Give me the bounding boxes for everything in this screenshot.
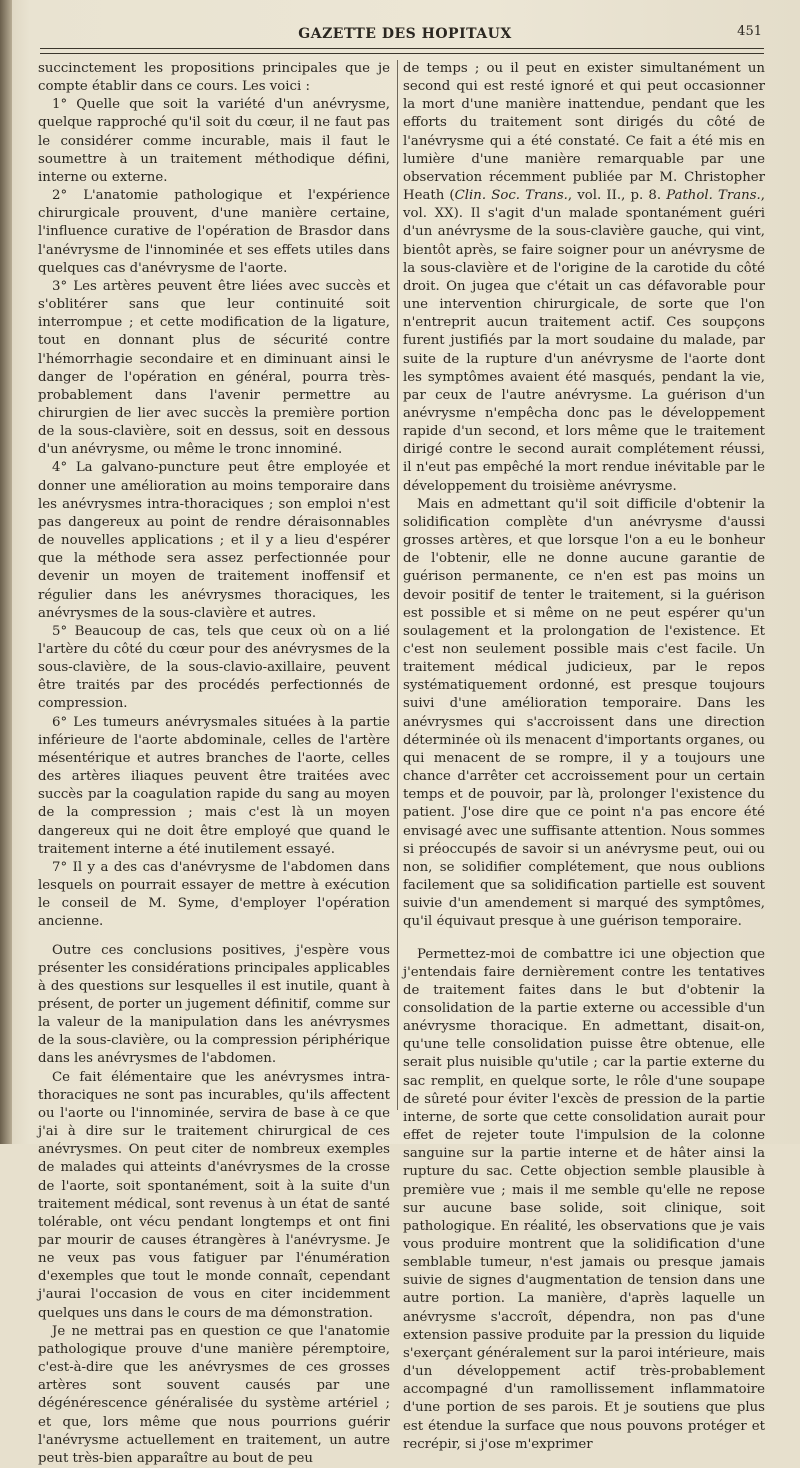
citation-italic: Pathol. Trans. <box>666 188 761 204</box>
running-title: GAZETTE DES HOPITAUX <box>298 26 512 42</box>
paragraph: 4° La galvano-puncture peut être employée et donner une amélioration au moins temporaire dans les anévrysmes intra-thoraciques ; son emploi n'est pas dangereux au point de rendre déraisonnables de nouvelles applications ; et il y a lieu d'espérer que la méthode sera assez perfectionnée pour devenir un moyen de traitement inoffensif et régulier dans les anévrysmes thoraciques, les anévrysmes de la sous-clavière et autres. <box>38 460 390 621</box>
text-run: , vol. XX). Il s'agit d'un malade spontanément guéri d'un anévrysme de la sous-clavière gauche, qui vint, bientôt après, se faire soigner pour un anévrysme de la sous-clavière et de l'origine de la carotide du côté droit. On jugea que c'était un cas défavorable pour une intervention chirurgicale, de sorte que l'on n'entreprit aucun traitement actif. Ces soupçons furent justifiés par la mort soudaine du malade, par suite de la rupture d'un anévrysme de l'aorte dont les symptômes avaient été masqués, pendant la vie, par ceux de l'autre anévrysme. La guérison d'un anévrysme n'empêcha donc pas le développement rapide d'un second, et lors même que le traitement dirigé contre le second aurait complétement réussi, il n'eut pas empêché la mort rendue inévitable par le développement du troisième anévrysme. <box>403 188 765 494</box>
paragraph <box>403 60 765 496</box>
paragraph: Je ne mettrai pas en question ce que l'anatomie pathologique prouve d'une manière péremptoire, c'est-à-dire que les anévrysmes de ces grosses artères sont souvent causés par une dégénérescence généralisée du système artériel ; et que, lors même que nous pourrions guérir l'anévrysme actuellement en traitement, un autre peut très-bien apparaître au bout de peu <box>38 1323 390 1466</box>
page-header <box>40 22 770 46</box>
paragraph: Ce fait élémentaire que les anévrysmes intra-thoraciques ne sont pas incurables, qu'ils affectent ou l'aorte ou l'innominée, servira de base à ce que j'ai à dire sur le traitement chirurgical de ces anévrysmes. On peut citer de nombreux exemples de malades qui atteints d'anévrysmes de la crosse de l'aorte, soit spontanément, soit à la suite d'un traitement médical, sont revenus à un état de santé tolérable, ont vécu pendant longtemps et ont fini par mourir de causes étrangères à l'anévrysme. Je ne veux pas vous fatiguer par l'énumération d'exemples que tout le monde connaît, cependant j'aurai l'occasion de vous en citer incidemment quelques uns dans le cours de ma démonstration. <box>38 1069 390 1321</box>
right-column <box>403 60 765 1452</box>
paragraph: 3° Les artères peuvent être liées avec succès et s'oblitérer sans que leur continuité soit interrompue ; et cette modification de la ligature, tout en donnant plus de sécurité contre l'hémorrhagie secondaire et en diminuant ainsi le danger de l'opération en général, pourra très-probablement dans l'avenir permettre au chirurgien de lier avec succès la première portion de la sous-clavière, soit en dessus, soit en dessous d'un anévrysme, ou même le tronc innominé. <box>38 278 390 458</box>
page-binding-edge <box>0 0 12 1144</box>
page-number: 451 <box>737 24 762 39</box>
paragraph: 6° Les tumeurs anévrysmales situées à la partie inférieure de l'aorte abdominale, celles de l'artère mésentérique et autres branches de l'aorte, celles des artères iliaques peuvent être traitées avec succès par la coagulation rapide du sang au moyen de la compression ; mais c'est là un moyen dangereux qui ne doit être employé que quand le traitement interne a été inutilement essayé. <box>38 714 390 857</box>
text-run: , vol. II., p. 8. <box>567 188 667 204</box>
paragraph: succinctement les propositions principales que je compte établir dans ce cours. Les voici : <box>38 61 390 95</box>
paragraph: 7° Il y a des cas d'anévrysme de l'abdomen dans lesquels on pourrait essayer de mettre à exécution le conseil de M. Syme, d'employer l'opération ancienne. <box>38 859 390 930</box>
paragraph: Permettez-moi de combattre ici une objection que j'entendais faire dernièrement contre les tentatives de traitement faites dans le but d'obtenir la consolidation de la partie externe ou accessible d'un anévrysme thoracique. En admettant, disait-on, qu'une telle consolidation puisse être obtenue, elle serait plus nuisible qu'utile ; car la partie externe du sac remplit, en quelque sorte, le rôle d'une soupape de sûreté pour éviter l'excès de pression de la partie interne, de sorte que cette consolidation aurait pour effet de rejeter toute l'impulsion de la colonne sanguine sur la partie interne et de hâter ainsi la rupture du sac. Cette objection semble plausible à première vue ; mais il me semble qu'elle ne repose sur aucune base solide, soit clinique, soit pathologique. En réalité, les observations que je vais vous produire montrent que la solidification d'une semblable tumeur, n'est jamais ou presque jamais suivie de signes d'augmentation de tension dans une autre portion. La manière, d'après laquelle un anévrysme s'accroît, dépendra, non pas d'une extension passive produite par la pression du liquide s'exerçant généralement sur la paroi intérieure, mais d'un développement actif très-probablement accompagné d'un ramollissement inflammatoire d'une portion de ses parois. Et je soutiens que plus est étendue la surface que nous pouvons protéger et recrépir, si j'ose m'exprimer <box>403 946 765 1452</box>
left-column <box>38 60 390 1466</box>
paragraph: 2° L'anatomie pathologique et l'expérience chirurgicale prouvent, d'une manière certaine, l'influence curative de l'opération de Brasdor dans l'anévrysme de l'innominée et ses effets utiles dans quelques cas d'anévrysme de l'aorte. <box>38 188 390 276</box>
column-divider <box>397 60 398 1110</box>
paragraph: 5° Beaucoup de cas, tels que ceux où on a lié l'artère du côté du cœur pour des anévrysmes de la sous-clavière, de la sous-clavio-axillaire, peuvent être traités par des procédés perfectionnés de compression. <box>38 623 390 712</box>
paragraph: Mais en admettant qu'il soit difficile d'obtenir la solidification complète d'un anévrysme d'aussi grosses artères, et que lorsque l'on a eu le bonheur de l'obtenir, elle ne donne aucune garantie de guérison permanente, ce n'en est pas moins un devoir positif de tenter le traitement, si la guérison est possible et si même on ne peut espérer qu'un soulagement et la prolongation de l'existence. Et c'est non seulement possible mais c'est facile. Un traitement médical judicieux, par le repos systématiquement ordonné, est presque toujours suivi d'une amélioration temporaire. Dans les anévrysmes qui s'accroissent dans une direction déterminée où ils menacent d'importants organes, ou qui menacent de se rompre, il y a toujours une chance d'arrêter cet accroissement pour un certain temps et de pouvoir, par là, prolonger l'existence du patient. J'ose dire que ce point n'a pas encore été envisagé avec une suffisante attention. Nous sommes si préoccupés de savoir si un anévrysme peut, oui ou non, se solidifier complétement, que nous oublions facilement que sa solidification partielle est souvent suivie d'un amendement si marqué des symptômes, qu'il équivaut presque à une guérison temporaire. <box>403 496 765 930</box>
paragraph: Outre ces conclusions positives, j'espère vous présenter les considérations principales applicables à des questions sur lesquelles il est inutile, quant à présent, de porter un jugement définitif, comme sur la valeur de la manipulation dans les anévrysmes de la sous-clavière, ou la compression périphérique dans les anévrysmes de l'abdomen. <box>38 942 390 1067</box>
text-run: de temps ; ou il peut en exister simultanément un second qui est resté ignoré et qui peut occasionner la mort d'une manière inattendue, pendant que les efforts du traitement sont dirigés du côté de l'anévrysme qui a été constaté. Ce fait a été mis en lumière d'une manière remarquable par une observation récemment publiée par M. Christopher Heath ( <box>403 61 765 204</box>
paragraph: 1° Quelle que soit la variété d'un anévrysme, quelque rapproché qu'il soit du cœur, il ne faut pas le considérer comme incurable, mais il faut le soumettre à un traitement méthodique défini, interne ou externe. <box>38 97 390 185</box>
header-rule-thick <box>40 48 764 49</box>
header-rule-thin <box>40 53 764 54</box>
citation-italic: Clin. Soc. Trans. <box>454 188 568 204</box>
